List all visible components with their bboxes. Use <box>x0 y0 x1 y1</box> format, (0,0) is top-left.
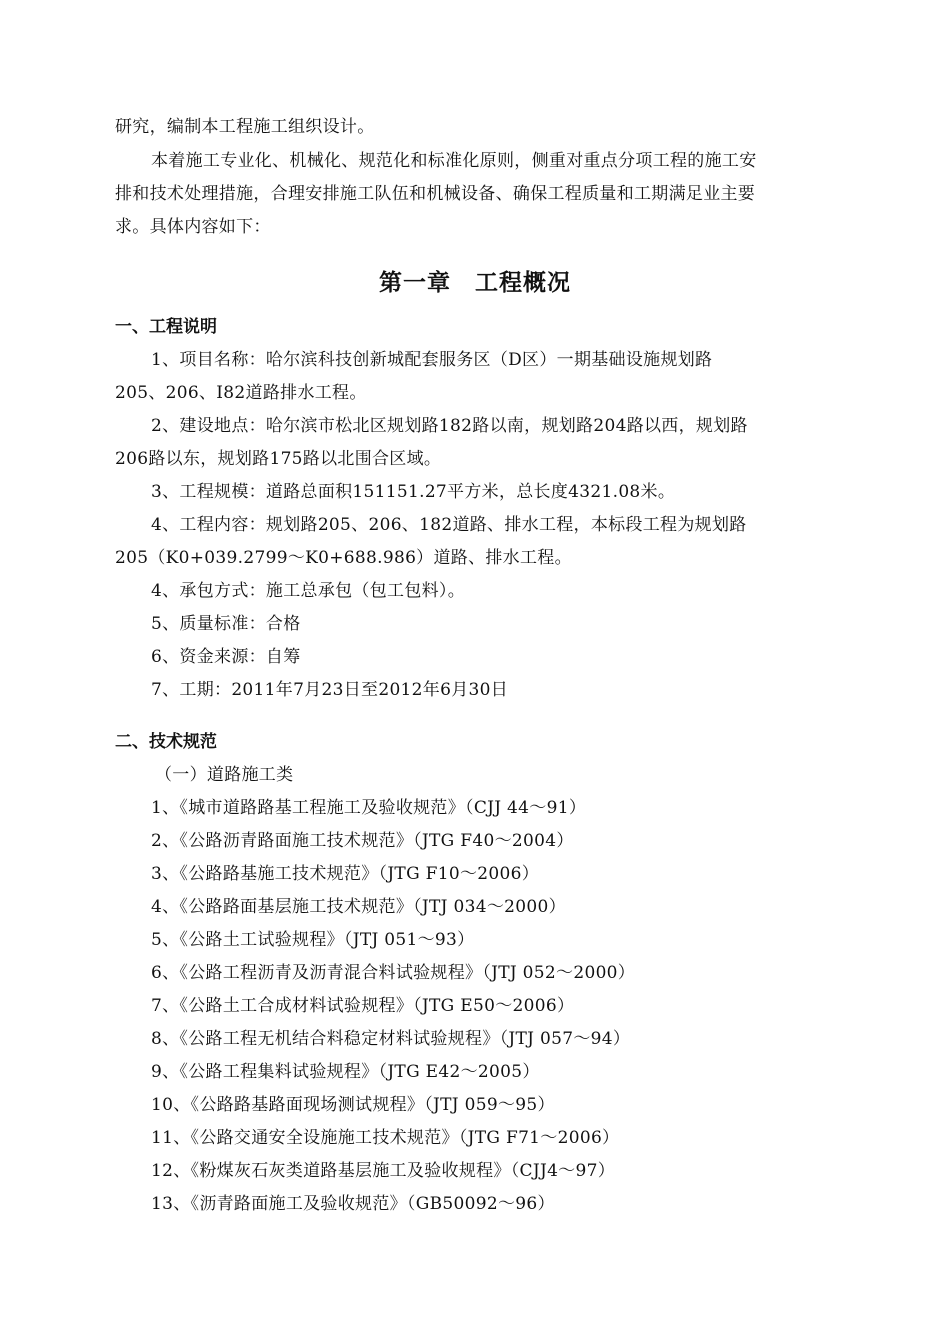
section-1-item: 205（K0+039.2799～K0+688.986）道路、排水工程。 <box>115 548 572 568</box>
chapter-title: 第一章 工程概况 <box>379 270 571 296</box>
section-1-item: 3、工程规模：道路总面积151151.27平方米，总长度4321.08米。 <box>151 482 676 502</box>
section-1-item: 2、建设地点：哈尔滨市松北区规划路182路以南，规划路204路以西，规划路 <box>151 416 748 436</box>
intro-line-3: 排和技术处理措施，合理安排施工队伍和机械设备、确保工程质量和工期满足业主要 <box>115 184 756 204</box>
intro-line-1: 研究，编制本工程施工组织设计。 <box>115 117 375 137</box>
intro-line-2: 本着施工专业化、机械化、规范化和标准化原则，侧重对重点分项工程的施工安 <box>151 151 757 171</box>
standard-list-item: 5、《公路土工试验规程》（JTJ 051～93） <box>151 930 475 950</box>
intro-line-4: 求。具体内容如下： <box>115 217 271 237</box>
standard-list-item: 13、《沥青路面施工及验收规范》（GB50092～96） <box>151 1194 555 1214</box>
section-1-item: 1、项目名称：哈尔滨科技创新城配套服务区（D区）一期基础设施规划路 <box>151 350 713 370</box>
section-1-item: 5、质量标准：合格 <box>151 614 301 634</box>
standard-list-item: 4、《公路路面基层施工技术规范》（JTJ 034～2000） <box>151 897 566 917</box>
section-1-item: 4、工程内容：规划路205、206、182道路、排水工程，本标段工程为规划路 <box>151 515 747 535</box>
section-1-item: 7、工期：2011年7月23日至2012年6月30日 <box>151 680 509 700</box>
section-1-item: 206路以东，规划路175路以北围合区域。 <box>115 449 442 469</box>
standard-list-item: 12、《粉煤灰石灰类道路基层施工及验收规程》（CJJ4～97） <box>151 1161 616 1181</box>
section-1-item: 6、资金来源：自筹 <box>151 647 301 667</box>
standard-list-item: 7、《公路土工合成材料试验规程》（JTG E50～2006） <box>151 996 575 1016</box>
section-1-item: 205、206、I82道路排水工程。 <box>115 383 367 403</box>
section-2-subtitle: （一）道路施工类 <box>155 765 294 785</box>
standard-list-item: 9、《公路工程集料试验规程》（JTG E42～2005） <box>151 1062 540 1082</box>
section-2-title: 二、技术规范 <box>115 732 217 752</box>
standard-list-item: 6、《公路工程沥青及沥青混合料试验规程》（JTJ 052～2000） <box>151 963 636 983</box>
standard-list-item: 1、《城市道路路基工程施工及验收规范》（CJJ 44～91） <box>151 798 587 818</box>
section-1-title: 一、工程说明 <box>115 317 217 337</box>
standard-list-item: 8、《公路工程无机结合料稳定材料试验规程》（JTJ 057～94） <box>151 1029 631 1049</box>
section-1-item: 4、承包方式：施工总承包（包工包料）。 <box>151 581 466 601</box>
standard-list-item: 11、《公路交通安全设施施工技术规范》（JTG F71～2006） <box>151 1128 620 1148</box>
standard-list-item: 10、《公路路基路面现场测试规程》（JTJ 059～95） <box>151 1095 555 1115</box>
standard-list-item: 2、《公路沥青路面施工技术规范》（JTG F40～2004） <box>151 831 574 851</box>
standard-list-item: 3、《公路路基施工技术规范》（JTG F10～2006） <box>151 864 540 884</box>
